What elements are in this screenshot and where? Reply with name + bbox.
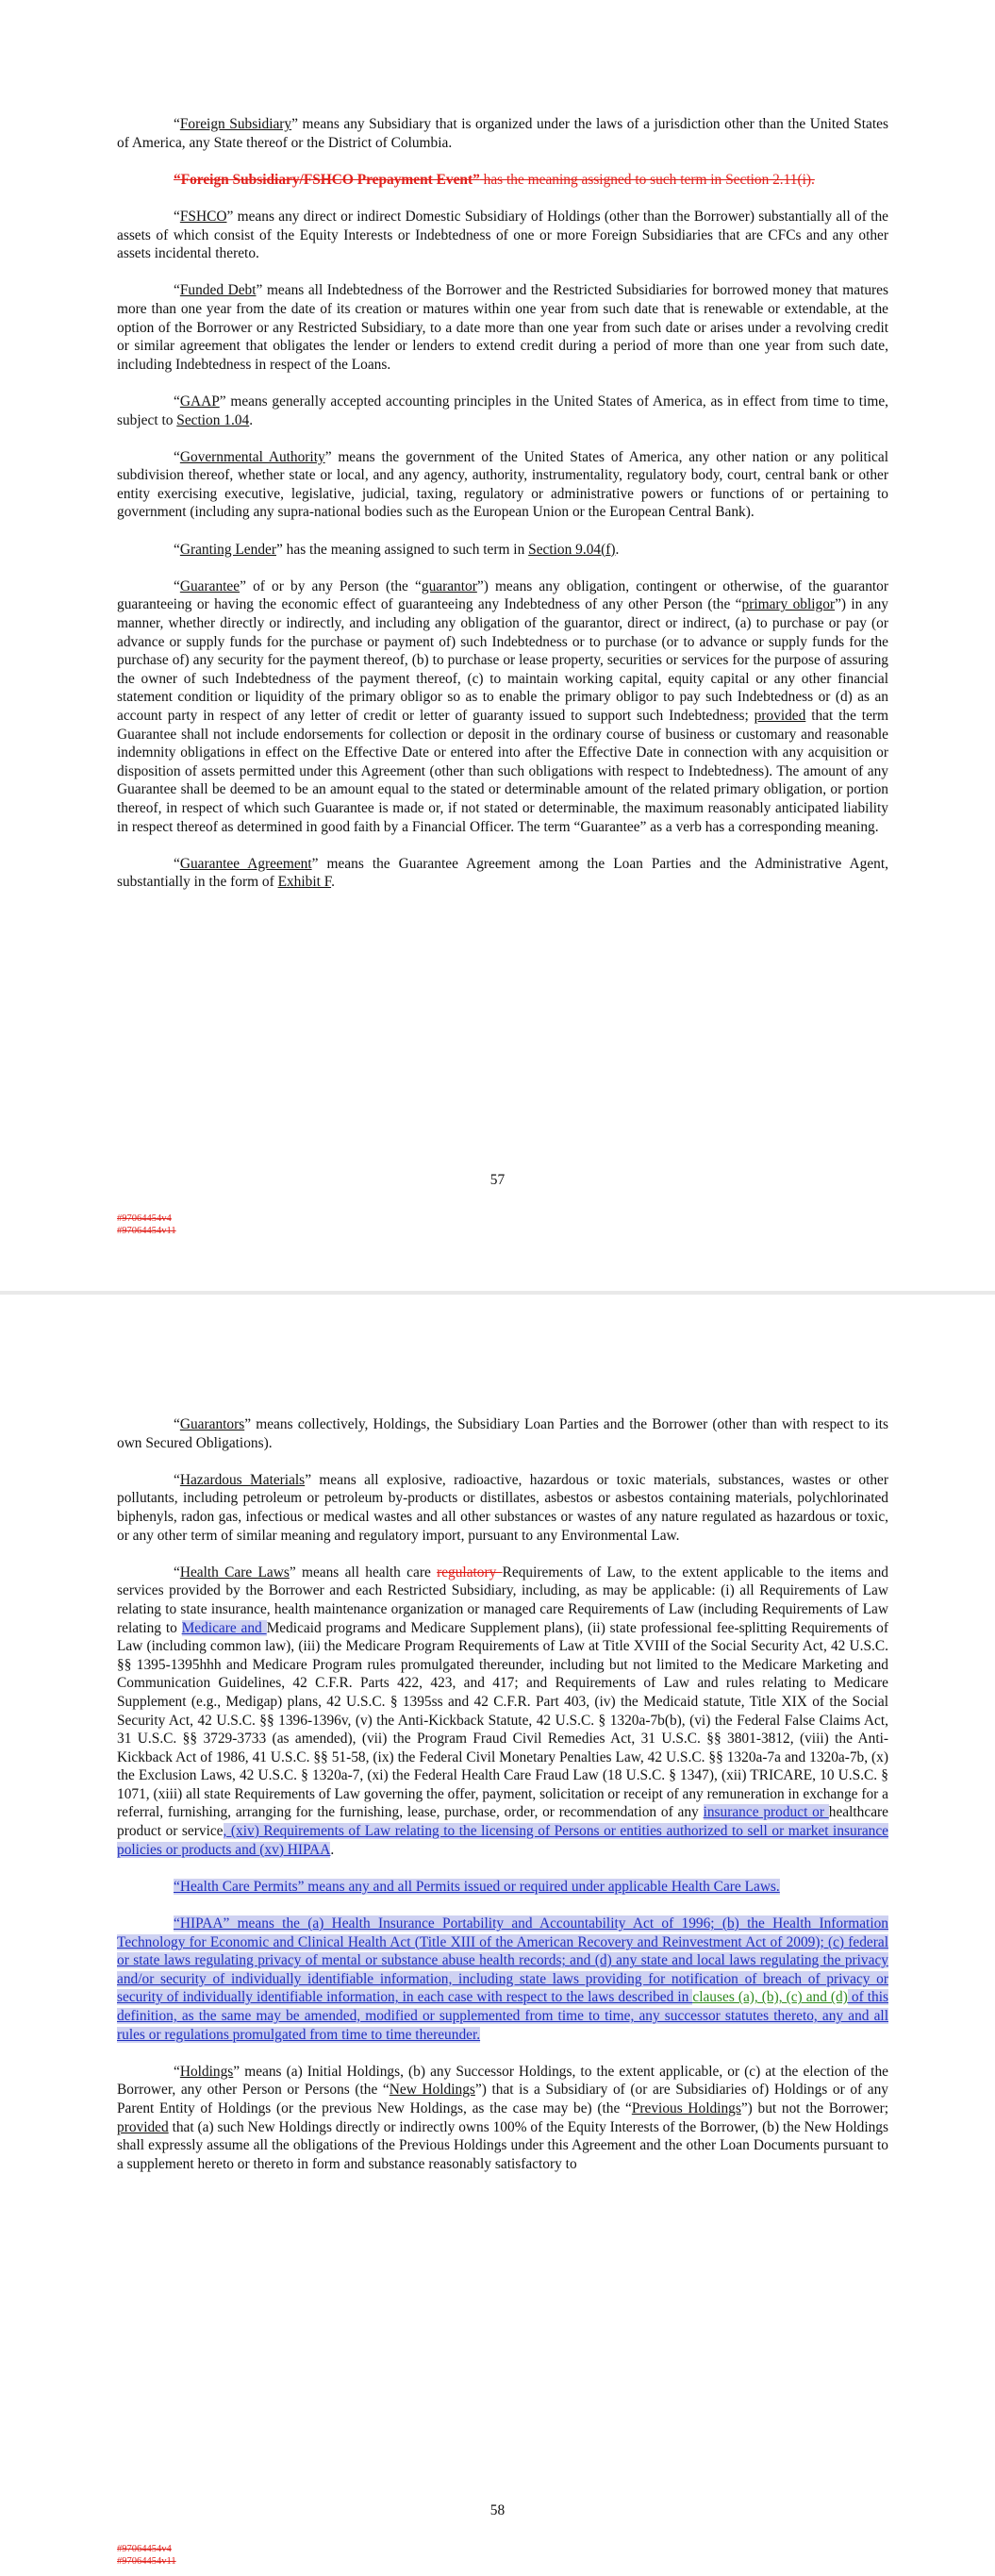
page-58-body — [117, 1415, 888, 2192]
defined-term-guarantor: guarantor — [421, 577, 477, 594]
definition-text: means all explosive, radioactive, hazardous or toxic materials, substances, wastes or other pollutants, including petroleum or petroleum by-products or distillates, asbestos or asbestos containing materials, polychlorinated biphenyls, radon gas, infectious or medical wastes and all other substances or wastes of any nature regulated as hazardous or toxic, or any other term of similar meaning and regulatory import, pursuant to any Environmental Law. — [117, 1471, 888, 1544]
inserted-text: “HIPAA” means the (a) Health Insurance Portability and Accountability Act of 1996; (b) the Health Information Technology for Economic and Clinical Health Act (Title XIII of the American Recovery and Reinvestment Act of 2009); (c) federal or state laws regulating privacy of mental or substance abuse health records; and (d) any state and local laws regulating the privacy and/or security of individually identifiable information, including state laws providing for notification of breach of privacy or security of individually identifiable information, in each case with respect to the laws described in — [117, 1915, 888, 2006]
section-reference: Section 9.04(f) — [528, 541, 616, 558]
definition-text: of or by any Person (the “ — [245, 577, 422, 594]
punctuation: . — [331, 874, 335, 891]
defined-term-previous-holdings: Previous Holdings — [631, 2099, 741, 2116]
document-id: #97064454v11 — [117, 1226, 176, 1236]
definition-text: healthcare product or service — [117, 1804, 888, 1840]
inserted-text: , (xiv) Requirements of Law relating to the licensing of Persons or entities authorized to sell or market insurance policies or products and (xv) HIPAA — [117, 1823, 889, 1858]
definition-text: means collectively, Holdings, the Subsidiary Loan Parties and the Borrower (other than with respect to its own Secured Obligations). — [117, 1416, 888, 1451]
defined-term: Funded Debt — [179, 282, 257, 299]
definition-text: ”) in any manner, whether directly or indirectly, and including any obligation of the guarantor, direct or indirect, (a) to purchase or pay (or advance or supply funds for the purchase or payment of) such Indebtedness or to purchase (or to advance or supply funds for the purchase of) any security for the payment thereof, (b) to purchase or lease property, securities or services for the purpose of assuring the owner of such Indebtedness of the payment thereof, (c) to maintain working capital, equity capital or any other financial statement condition or liquidity of the primary obligor so as to enable the primary obligor to pay such Indebtedness or (d) as an account party in respect of any letter of credit or letter of guaranty issued to support such Indebtedness; — [117, 596, 888, 724]
definition-hipaa-inserted — [117, 1915, 888, 2044]
punctuation: . — [249, 411, 254, 428]
defined-term: Guarantors — [179, 1416, 245, 1432]
definition-text: means generally accepted accounting principles in the United States of America, as in effect from time to time, subject to — [117, 393, 888, 428]
defined-term: GAAP — [179, 393, 220, 410]
page-57-body — [117, 115, 888, 911]
defined-term: FSHCO — [179, 208, 227, 225]
definition-text: means any direct or indirect Domestic Subsidiary of Holdings (other than the Borrower) substantially all of the assets of which consist of the Equity Interests or Indebtedness of one or more Foreign Subsidiaries that are CFCs and any other assets incidental thereto. — [117, 208, 888, 262]
definition-text: that (a) such New Holdings directly or indirectly owns 100% of the Equity Interests of the Borrower, (b) the New Holdings shall expressly assume all the obligations of the Previous Holdings under this Agreement and the other Loan Documents pursuant to a supplement hereto or thereto in form and substance reasonably satisfactory to — [117, 2118, 888, 2172]
exhibit-reference: Exhibit F — [277, 874, 332, 891]
defined-term: Health Care Laws — [179, 1564, 290, 1581]
definition-governmental-authority: “Governmental Authority” means the government of the United States of America, any other nation or any political subdivision thereof, whether state or local, and any agency, authority, instrumentality, regulatory body, court, central bank or other entity exercising executive, legislative, judicial, taxing, regulatory or administrative powers or functions of or pertaining to government (including any supra-national bodies such as the European Union or the European Central Bank). — [117, 448, 888, 521]
definition-text: Medicaid programs and Medicare Supplement plans), (ii) state professional fee-splitting Requirements of Law (including common law), (iii) the Medicare Program Requirements of Law at Title XVIII of the Social Security Act, 42 U.S.C. §§ 1395-1395hhh and Medicare Program rules promulgated thereunder, including but not limited to the Medicare Marketing and Communication Guidelines, 42 C.F.R. Parts 422, 423, and 417; and Requirements of Law and rules relating to Medicare Supplement (e.g., Medigap) plans, 42 U.S.C. § 1395ss and 42 C.F.R. Part 403, (iv) the Medicaid statute, Title XIX of the Social Security Act, 42 U.S.C. §§ 1396-1396v, (v) the Anti-Kickback Statute, 42 U.S.C. § 1320a-7b(b), (vi) the Federal False Claims Act, 31 U.S.C. §§ 3729-3733 (as amended), (vii) the Program Fraud Civil Remedies Act, 31 U.S.C. §§ 3801-3812, (viii) the Anti-Kickback Act of 1986, 41 U.S.C. §§ 51-58, (ix) the Federal Civil Monetary Penalties Law, 42 U.S.C. §§ 1320a-7a and 1320a-7b, (x) the Exclusion Laws, 42 U.S.C. § 1320a-7, (xi) the Federal Health Care Fraud Law (18 U.S.C. § 1347), (xii) TRICARE, 10 U.S.C. § 1071, (xiii) all state Requirements of Law governing the offer, payment, solicitation or receipt of any remuneration in exchange for a referral, furnishing, arranging for the furnishing, lease, purchase, order, or recommendation of any — [117, 1619, 888, 1821]
inserted-text: “Health Care Permits” means any and all Permits issued or required under applicable Health Care Laws. — [174, 1878, 780, 1895]
document-id: #97064454v11 — [117, 2556, 176, 2567]
definition-guarantee: “Guarantee” of or by any Person (the “guarantor”) means any obligation, contingent or otherwise, of the guarantor guaranteeing or having the economic effect of guaranteeing any Indebtedness of any other Person (the “primary obligor”) in any manner, whether directly or indirectly, and including any obligation of the guarantor, direct or indirect, (a) to purchase or pay (or advance or supply funds for the purchase or payment of) such Indebtedness or to purchase (or to advance or supply funds for the purchase of) any security for the payment thereof, (b) to purchase or lease property, securities or services for the purpose of assuring the owner of such Indebtedness of the payment thereof, (c) to maintain working capital, equity capital or any other financial statement condition or liquidity of the primary obligor so as to enable the primary obligor to pay such Indebtedness or (d) as an account party in respect of any letter of credit or letter of guaranty issued to support such Indebtedness; provided that the term Guarantee shall not include endorsements for collection or deposit in the ordinary course of business or customary and reasonable indemnity obligations in effect on the Effective Date or entered into after the Effective Date in connection with any acquisition or disposition of assets permitted under this Agreement (other than such obligations with respect to Indebtedness). The amount of any Guarantee shall be deemed to be an amount equal to the stated or determinable amount of the related primary obligation, or portion thereof, in respect of which such Guarantee is made or, if not stated or determinable, the maximum reasonably anticipated liability in respect thereof as determined in good faith by a Financial Officer. The term “Guarantee” as a verb has a corresponding meaning. — [117, 577, 889, 835]
definition-funded-debt: “Funded Debt” means all Indebtedness of the Borrower and the Restricted Subsidiaries for borrowed money that matures more than one year from the date of its creation or matures within one year from such date that is renewable or extendable, at the option of the Borrower or any Restricted Subsidiary, to a date more than one year from such date or arises under a revolving credit or similar agreement that obligates the lender or lenders to extend credit during a period of more than one year from such date, including Indebtedness in respect of the Loans. — [117, 282, 888, 373]
inserted-text: insurance product or — [703, 1804, 829, 1821]
punctuation: . — [330, 1841, 335, 1858]
defined-term-primary-obligor: primary obligor — [741, 596, 836, 613]
deleted-text: regulatory — [437, 1564, 503, 1581]
page-number: 57 — [489, 1172, 506, 1188]
page-58 — [0, 1295, 995, 2576]
definition-text: means any Subsidiary that is organized under the laws of a jurisdiction other than the United States of America, any State thereof or the District of Columbia. — [117, 116, 888, 151]
definition-health-care-permits-inserted — [117, 1878, 888, 1897]
definition-text: means the government of the United States of America, any other nation or any political subdivision thereof, whether state or local, and any agency, authority, instrumentality, regulatory body, court, central bank or other entity exercising executive, legislative, judicial, taxing, regulatory or administrative powers or functions of or pertaining to government (including any supra-national bodies such as the European Union or the European Central Bank). — [117, 448, 888, 521]
moved-text: clauses (a), (b), (c) and (d) — [692, 1989, 848, 2006]
definition-foreign-subsidiary: “Foreign Subsidiary” means any Subsidiary that is organized under the laws of a jurisdiction other than the United States of America, any State thereof or the District of Columbia. — [117, 116, 888, 151]
definition-text: ”) that is a Subsidiary of (or are Subsidiaries of) Holdings or of any Parent Entity of Holdings (or the previous New Holdings, as the case may be) (the “ — [117, 2082, 888, 2116]
deleted-text: has the meaning assigned to such term in Section 2.11(i). — [479, 171, 815, 188]
definition-text: means all health care — [295, 1564, 438, 1581]
document-id: #97064454v4 — [117, 1213, 172, 1224]
definition-text: means all Indebtedness of the Borrower and the Restricted Subsidiaries for borrowed money that matures more than one year from the date of its creation or matures within one year from such date that is renewable or extendable, at the option of the Borrower or any Restricted Subsidiary, to a date more than one year from such date or arises under a revolving credit or similar agreement that obligates the lender or lenders to extend credit during a period of more than one year from such date, including Indebtedness in respect of the Loans. — [117, 282, 888, 373]
definition-guarantors: “Guarantors” means collectively, Holdings, the Subsidiary Loan Parties and the Borrower (other than with respect to its own Secured Obligations). — [117, 1416, 888, 1451]
definition-text: means (a) Initial Holdings, (b) any Successor Holdings, to the extent applicable, or (c) at the election of the Borrower, any other Person or Persons (the “ — [117, 2063, 888, 2099]
defined-term: Guarantee — [179, 577, 240, 594]
page-number: 58 — [489, 2502, 506, 2518]
definition-holdings: “Holdings” means (a) Initial Holdings, (b) any Successor Holdings, to the extent applicable, or (c) at the election of the Borrower, any other Person or Persons (the “New Holdings”) that is a Subsidiary of (or are Subsidiaries of) Holdings or of any Parent Entity of Holdings (or the previous New Holdings, as the case may be) (the “Previous Holdings”) but not the Borrower; provided that (a) such New Holdings directly or indirectly owns 100% of the Equity Interests of the Borrower, (b) the New Holdings shall expressly assume all the obligations of the Previous Holdings under this Agreement and the other Loan Documents pursuant to a supplement hereto or thereto in form and substance reasonably satisfactory to — [117, 2063, 888, 2172]
punctuation: . — [615, 541, 620, 558]
definition-fshco-prepayment-event-deleted — [117, 171, 888, 190]
defined-term: Granting Lender — [179, 541, 276, 558]
definition-fshco: “FSHCO” means any direct or indirect Domestic Subsidiary of Holdings (other than the Borrower) substantially all of the assets of which consist of the Equity Interests or Indebtedness of one or more Foreign Subsidiaries that are CFCs and any other assets incidental thereto. — [117, 208, 888, 262]
section-reference: Section 1.04 — [176, 411, 250, 428]
definition-gaap: “GAAP” means generally accepted accounting principles in the United States of America, as in effect from time to time, subject to Section 1.04. — [117, 393, 888, 428]
definition-text: has the meaning assigned to such term in — [282, 541, 529, 558]
definition-text: that the term Guarantee shall not include endorsements for collection or deposit in the ordinary course of business or customary and reasonable indemnity obligations in effect on the Effective Date or entered into after the Effective Date in connection with any acquisition or disposition of assets permitted under this Agreement (other than such obligations with respect to Indebtedness). The amount of any Guarantee shall be deemed to be an amount equal to the stated or determinable amount of the related primary obligation, or portion thereof, in respect of which such Guarantee is made or, if not stated or determinable, the maximum reasonably anticipated liability in respect thereof as determined in good faith by a Financial Officer. The term “Guarantee” as a verb has a corresponding meaning. — [117, 708, 888, 835]
definition-guarantee-agreement: “Guarantee Agreement” means the Guarantee Agreement among the Loan Parties and the Administrative Agent, substantially in the form of Exhibit F. — [117, 855, 888, 891]
definition-text: ”) but not the Borrower; — [740, 2099, 888, 2116]
defined-term: Governmental Authority — [179, 448, 325, 465]
definition-granting-lender: “Granting Lender” has the meaning assigned to such term in Section 9.04(f). — [174, 541, 620, 558]
definition-text: ”) means any obligation, contingent or otherwise, of the guarantor guaranteeing or having the economic effect of guaranteeing any Indebtedness of any other Person (the “ — [117, 577, 889, 613]
inserted-text: of this definition, as the same may be amended, modified or supplemented from time to time, any successor statutes thereto, any and all rules or regulations promulgated from time to time thereunder. — [117, 1989, 888, 2043]
document-id-footer — [117, 2543, 176, 2568]
definition-text: means the Guarantee Agreement among the Loan Parties and the Administrative Agent, substantially in the form of — [117, 855, 888, 891]
definition-hazardous-materials: “Hazardous Materials” means all explosive, radioactive, hazardous or toxic materials, substances, wastes or other pollutants, including petroleum or petroleum by-products or distillates, asbestos or asbestos containing materials, polychlorinated biphenyls, radon gas, infectious or medical wastes and all other substances or wastes of any nature regulated as hazardous or toxic, or any other term of similar meaning and regulatory import, pursuant to any Environmental Law. — [117, 1471, 888, 1544]
defined-term: Guarantee Agreement — [179, 855, 312, 872]
defined-term: Holdings — [179, 2063, 234, 2080]
definition-health-care-laws: “Health Care Laws” means all health care regulatory Requirements of Law, to the extent applicable to the items and services provided by the Borrower and each Restricted Subsidiary, including, as may be applicable: (i) all Requirements of Law relating to state insurance, health maintenance organization or managed care Requirements of Law (including Requirements of Law relating to Medicare and Medicaid programs and Medicare Supplement plans), (ii) state professional fee-splitting Requirements of Law (including common law), (iii) the Medicare Program Requirements of Law at Title XVIII of the Social Security Act, 42 U.S.C. §§ 1395-1395hhh and Medicare Program rules promulgated thereunder, including but not limited to the Medicare Marketing and Communication Guidelines, 42 C.F.R. Parts 422, 423, and 417; and Requirements of Law and rules relating to Medicare Supplement (e.g., Medigap) plans, 42 U.S.C. § 1395ss and 42 C.F.R. Part 403, (iv) the Medicaid statute, Title XIX of the Social Security Act, 42 U.S.C. §§ 1396-1396v, (v) the Anti-Kickback Statute, 42 U.S.C. § 1320a-7b(b), (vi) the Federal False Claims Act, 31 U.S.C. §§ 3729-3733 (as amended), (vii) the Program Fraud Civil Remedies Act, 31 U.S.C. §§ 3801-3812, (viii) the Anti-Kickback Act of 1986, 41 U.S.C. §§ 51-58, (ix) the Federal Civil Monetary Penalties Law, 42 U.S.C. §§ 1320a-7a and 1320a-7b, (x) the Exclusion Laws, 42 U.S.C. § 1320a-7, (xi) the Federal Health Care Fraud Law (18 U.S.C. § 1347), (xii) TRICARE, 10 U.S.C. § 1071, (xiii) all state Requirements of Law governing the offer, payment, solicitation or receipt of any remuneration in exchange for a referral, furnishing, arranging for the furnishing, lease, purchase, order, or recommendation of any insurance product or healthcare product or service, (xiv) Requirements of Law relating to the licensing of Persons or entities authorized to sell or market insurance policies or products and (xv) HIPAA. — [117, 1564, 889, 1858]
definition-text: Requirements of Law, to the extent applicable to the items and services provided by the Borrower and each Restricted Subsidiary, including, as may be applicable: (i) all Requirements of Law relating to state insurance, health maintenance organization or managed care Requirements of Law (including Requirements of Law relating to — [117, 1564, 889, 1636]
deleted-term: “Foreign Subsidiary/FSHCO Prepayment Event” — [174, 171, 480, 188]
defined-term: Hazardous Materials — [179, 1471, 306, 1488]
document-id: #97064454v4 — [117, 2544, 172, 2554]
inserted-text: Medicare and — [181, 1619, 267, 1636]
provided-keyword: provided — [117, 2118, 169, 2135]
defined-term-new-holdings: New Holdings — [389, 2082, 475, 2099]
defined-term: Foreign Subsidiary — [179, 116, 292, 132]
document-id-footer — [117, 1213, 176, 1237]
provided-keyword: provided — [754, 708, 806, 724]
